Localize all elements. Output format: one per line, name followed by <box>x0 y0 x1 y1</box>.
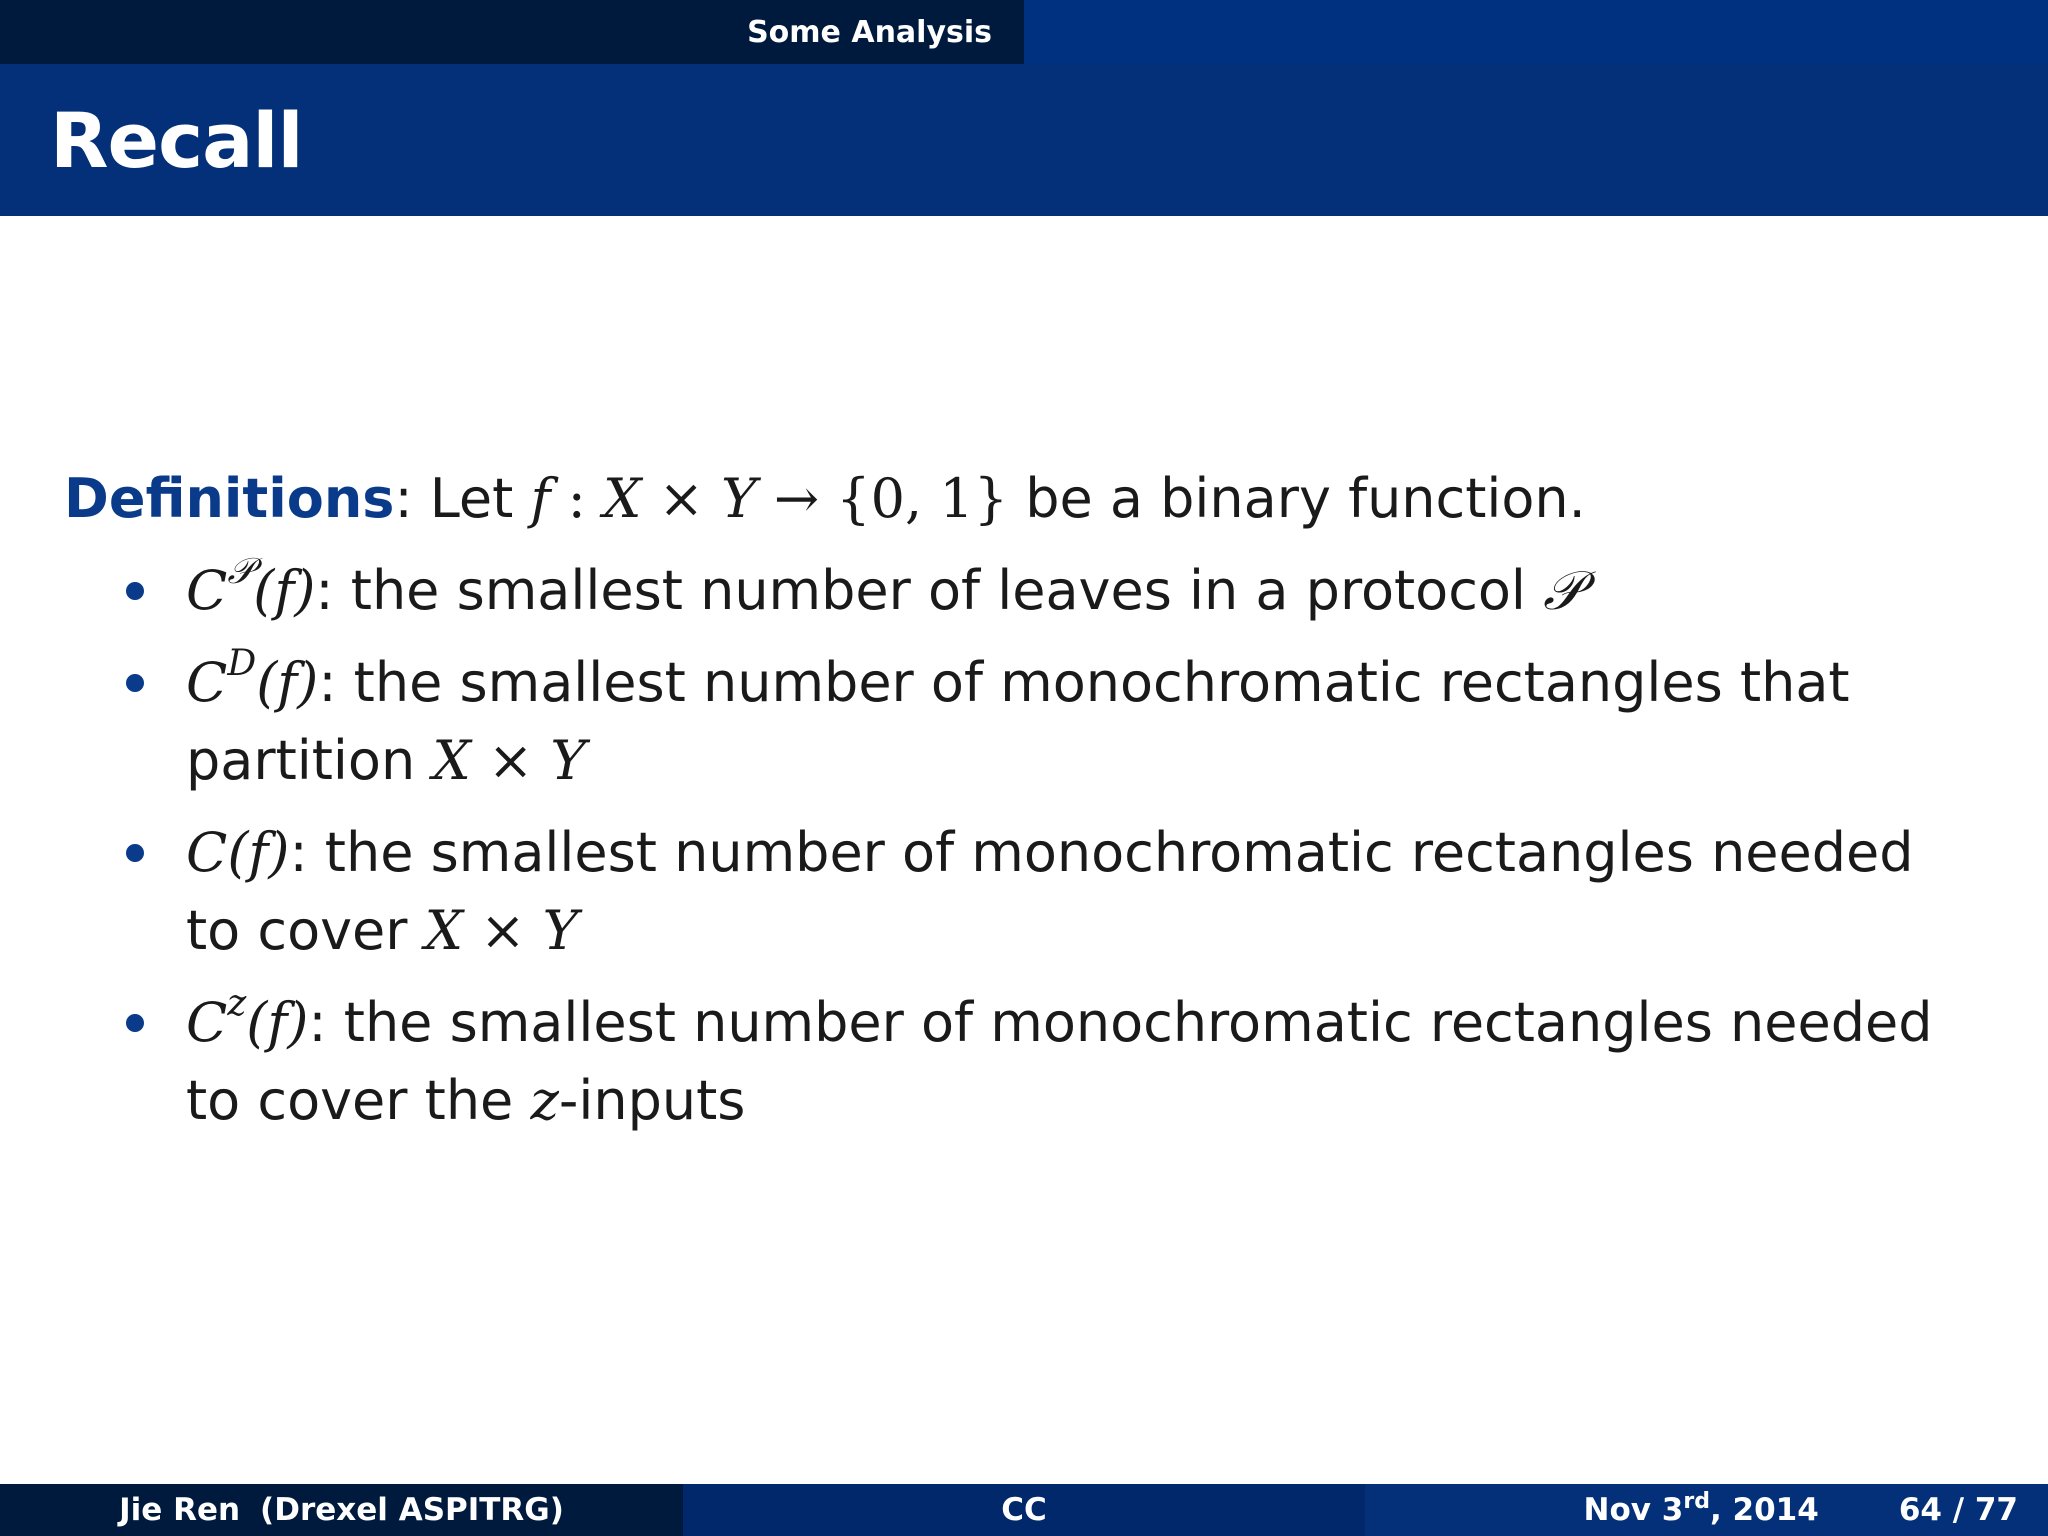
section-name[interactable]: Some Analysis <box>747 14 992 50</box>
footer-date-suffix: , 2014 <box>1709 1492 1819 1528</box>
item-tail-math: X × Y <box>432 729 587 792</box>
bullet-icon <box>126 844 144 862</box>
intro-math-y: Y <box>721 467 757 530</box>
intro-text: : Let <box>394 467 531 530</box>
item-superscript: 𝒫 <box>227 551 254 592</box>
footer-date-box <box>1365 1484 2048 1536</box>
item-superscript: z <box>227 983 247 1024</box>
list-item <box>64 984 1984 1140</box>
section-navigation <box>0 0 1024 64</box>
item-text: : the smallest number of leaves in a protocol <box>315 559 1544 622</box>
intro-tail: be a binary function. <box>1008 467 1586 530</box>
list-item <box>64 644 1984 800</box>
item-tail-math: X × Y <box>424 899 579 962</box>
item-argument: (f) <box>227 821 290 884</box>
section-headline <box>0 0 2048 64</box>
item-argument: (f) <box>253 559 316 622</box>
footer-date-sup: rd <box>1683 1489 1710 1514</box>
footer-date <box>1583 1489 1819 1528</box>
bullet-icon <box>126 674 144 692</box>
frame-title: Recall <box>50 95 303 185</box>
footer-date-prefix: Nov 3 <box>1583 1492 1684 1528</box>
item-symbol: C <box>186 821 228 884</box>
item-tail-math: z <box>530 1069 559 1132</box>
definitions-intro <box>64 460 1984 538</box>
subsection-navigation <box>1024 0 2048 64</box>
item-symbol: C <box>186 559 228 622</box>
bullet-icon <box>126 1014 144 1032</box>
item-superscript: D <box>227 643 257 684</box>
bullet-icon <box>126 582 144 600</box>
item-symbol: C <box>186 991 228 1054</box>
frame-title-bar <box>0 64 2048 216</box>
slide-body <box>64 460 1984 1154</box>
intro-math-times: × <box>641 467 722 530</box>
footer-affiliation: (Drexel ASPITRG) <box>260 1492 564 1528</box>
item-text: : the smallest number of monochromatic rectangles that partition <box>186 651 1850 792</box>
list-item <box>64 814 1984 970</box>
footline <box>0 1484 2048 1536</box>
item-text: : the smallest number of monochromatic rectangles needed to cover the <box>186 991 1933 1132</box>
page-number: 64 / 77 <box>1898 1492 2018 1528</box>
intro-math-codomain: → {0, 1} <box>756 467 1009 530</box>
footer-author[interactable]: Jie Ren <box>119 1492 241 1528</box>
intro-math-f: f <box>530 467 551 530</box>
definitions-label: Definitions <box>64 467 395 530</box>
footer-author-box <box>0 1484 683 1536</box>
footer-short-title[interactable]: CC <box>1001 1492 1047 1528</box>
item-argument: (f) <box>256 651 319 714</box>
footer-title-box <box>683 1484 1365 1536</box>
intro-math-colon: : <box>550 467 604 530</box>
item-tail-text: -inputs <box>558 1069 746 1132</box>
item-tail-math: 𝒫 <box>1543 559 1583 622</box>
list-item <box>64 552 1984 630</box>
item-text: : the smallest number of monochromatic rectangles needed to cover <box>186 821 1914 962</box>
item-argument: (f) <box>246 991 309 1054</box>
definition-list <box>64 552 1984 1140</box>
item-symbol: C <box>186 651 228 714</box>
intro-math-x: X <box>603 467 642 530</box>
